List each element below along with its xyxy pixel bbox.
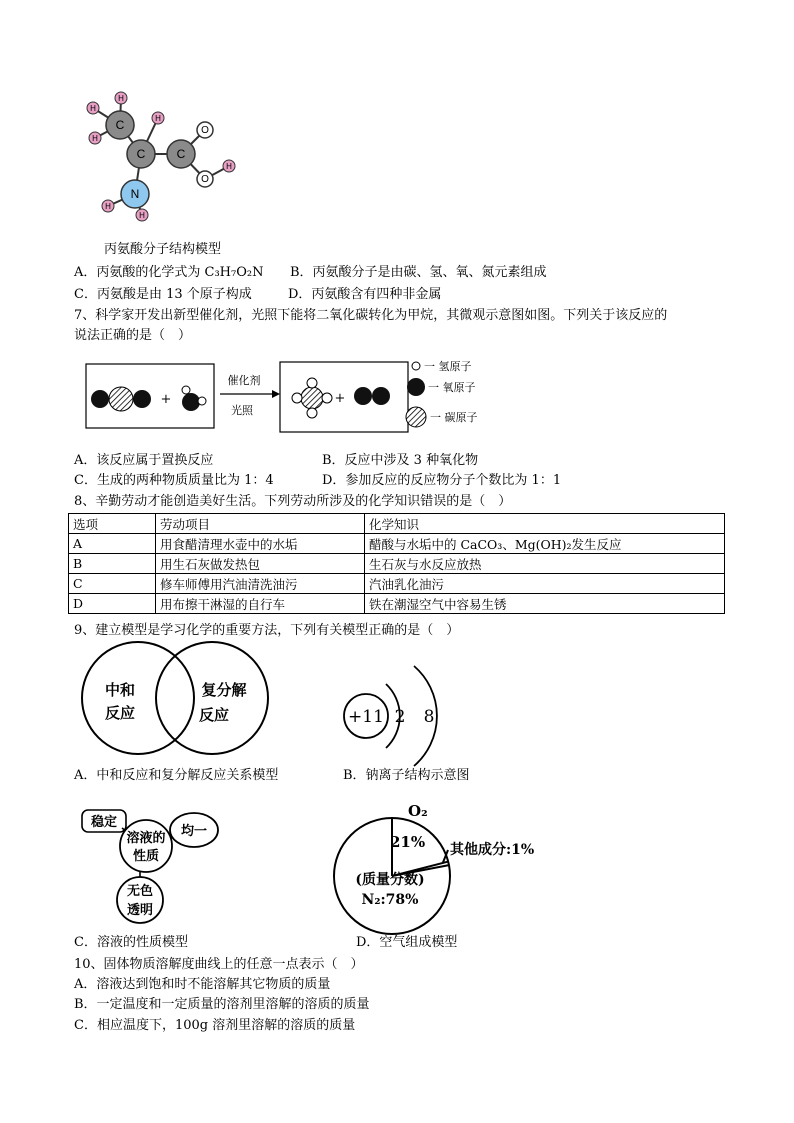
- table-row: [69, 574, 725, 594]
- venn-right-label: 反应: [198, 706, 230, 724]
- shell-1-electrons: 2: [394, 707, 406, 727]
- other-label: 其他成分:1%: [450, 842, 535, 858]
- q10-stem: 10、固体物质溶解度曲线上的任意一点表示（ ）: [74, 957, 364, 972]
- venn-diagram: [78, 638, 278, 760]
- table-cell: B: [69, 554, 156, 574]
- plus-sign: +: [334, 391, 346, 406]
- table-row: [69, 554, 725, 574]
- q9-stem: 9、建立模型是学习化学的重要方法，下列有关模型正确的是（ ）: [74, 623, 460, 638]
- table-cell: D: [69, 594, 156, 614]
- q6-option-a: A．丙氨酸的化学式为 C₃H₇O₂N: [74, 265, 264, 280]
- sodium-ion-diagram: [336, 660, 446, 772]
- q9-option-d: D．空气组成模型: [356, 935, 458, 950]
- oxygen-label: O: [201, 125, 209, 136]
- q10-option-c: C．相应温度下，100g 溶剂里溶解的溶质的质量: [74, 1018, 356, 1033]
- alanine-model-figure: [80, 88, 250, 228]
- table-cell: 生石灰与水反应放热: [365, 554, 725, 574]
- catalyst-label: 催化剂: [227, 374, 261, 387]
- q7-option-b: B．反应中涉及 3 种氧化物: [322, 453, 479, 468]
- q7-option-d: D．参加反应的反应物分子个数比为 1：1: [322, 473, 562, 488]
- q6-option-b: B．丙氨酸分子是由碳、氢、氧、氮元素组成: [290, 265, 547, 280]
- nucleus-charge: +11: [348, 707, 384, 727]
- q9-option-b: B．钠离子结构示意图: [343, 768, 470, 783]
- carbon-label: C: [115, 118, 125, 132]
- stable-label: 稳定: [90, 815, 118, 830]
- alanine-caption: 丙氨酸分子结构模型: [104, 242, 222, 257]
- venn-right-label: 复分解: [201, 681, 247, 699]
- table-cell: 用食醋清理水壶中的水垢: [156, 534, 365, 554]
- q7-stem-line2: 说法正确的是（ ）: [74, 328, 192, 343]
- table-cell: 用生石灰做发热包: [156, 554, 365, 574]
- q6-option-d: D．丙氨酸含有四种非金属: [288, 287, 442, 302]
- reaction-diagram: [84, 356, 504, 438]
- legend-carbon: 一 碳原子: [430, 411, 478, 424]
- solution-center-label: 性质: [132, 849, 160, 864]
- q10-option-a: A．溶液达到饱和时不能溶解其它物质的质量: [74, 977, 331, 992]
- venn-left-label: 中和: [104, 681, 136, 699]
- colorless-label: 无色: [126, 884, 154, 899]
- hydrogen-label: H: [155, 114, 161, 123]
- air-composition-pie: [330, 800, 560, 940]
- uniform-label: 均一: [180, 824, 208, 839]
- o2-label: O₂: [408, 802, 428, 820]
- mass-fraction-label: (质量分数): [355, 872, 425, 888]
- table-header: 选项: [69, 514, 156, 534]
- table-row: [69, 534, 725, 554]
- legend-hydrogen: 一 氢原子: [424, 360, 472, 373]
- hydrogen-label: H: [139, 211, 145, 220]
- hydrogen-label: H: [92, 134, 98, 143]
- q7-option-c: C．生成的两种物质质量比为 1：4: [74, 473, 274, 488]
- table-cell: A: [69, 534, 156, 554]
- hydrogen-label: H: [118, 94, 124, 103]
- hydrogen-label: H: [226, 162, 232, 171]
- table-cell: C: [69, 574, 156, 594]
- q9-option-c: C．溶液的性质模型: [74, 935, 188, 950]
- table-header: 化学知识: [365, 514, 725, 534]
- o2-percent: 21%: [390, 833, 426, 851]
- table-cell: 用布擦干淋湿的自行车: [156, 594, 365, 614]
- q7-option-a: A．该反应属于置换反应: [74, 453, 214, 468]
- table-cell: 铁在潮湿空气中容易生锈: [365, 594, 725, 614]
- hydrogen-label: H: [105, 202, 111, 211]
- light-label: 光照: [231, 404, 253, 417]
- oxygen-label: O: [201, 174, 209, 185]
- shell-2-electrons: 8: [423, 707, 435, 727]
- q6-option-c: C．丙氨酸是由 13 个原子构成: [74, 287, 252, 302]
- table-row: [69, 594, 725, 614]
- table-header: 劳动项目: [156, 514, 365, 534]
- plus-sign: +: [160, 392, 172, 407]
- q7-stem-line1: 7、科学家开发出新型催化剂，光照下能将二氧化碳转化为甲烷，其微观示意图如图。下列关于该反应的: [74, 308, 668, 323]
- table-cell: 修车师傅用汽油清洗油污: [156, 574, 365, 594]
- legend-oxygen: 一 氧原子: [428, 381, 476, 394]
- carbon-label: C: [176, 147, 186, 161]
- q8-table: [68, 513, 725, 614]
- q8-stem: 8、辛勤劳动才能创造美好生活。下列劳动所涉及的化学知识错误的是（ ）: [74, 494, 512, 509]
- q9-option-a: A．中和反应和复分解反应关系模型: [74, 768, 279, 783]
- colorless-label: 透明: [126, 903, 154, 918]
- q10-option-b: B．一定温度和一定质量的溶剂里溶解的溶质的质量: [74, 997, 370, 1012]
- nitrogen-label: N: [130, 187, 140, 201]
- solution-center-label: 溶液的: [126, 831, 166, 846]
- n2-label: N₂:78%: [361, 892, 419, 908]
- hydrogen-label: H: [90, 104, 96, 113]
- table-cell: 汽油乳化油污: [365, 574, 725, 594]
- venn-left-label: 反应: [104, 704, 136, 722]
- carbon-label: C: [136, 147, 146, 161]
- solution-properties-model: [78, 806, 228, 934]
- table-cell: 醋酸与水垢中的 CaCO₃、Mg(OH)₂发生反应: [365, 534, 725, 554]
- table-header-row: [69, 514, 725, 534]
